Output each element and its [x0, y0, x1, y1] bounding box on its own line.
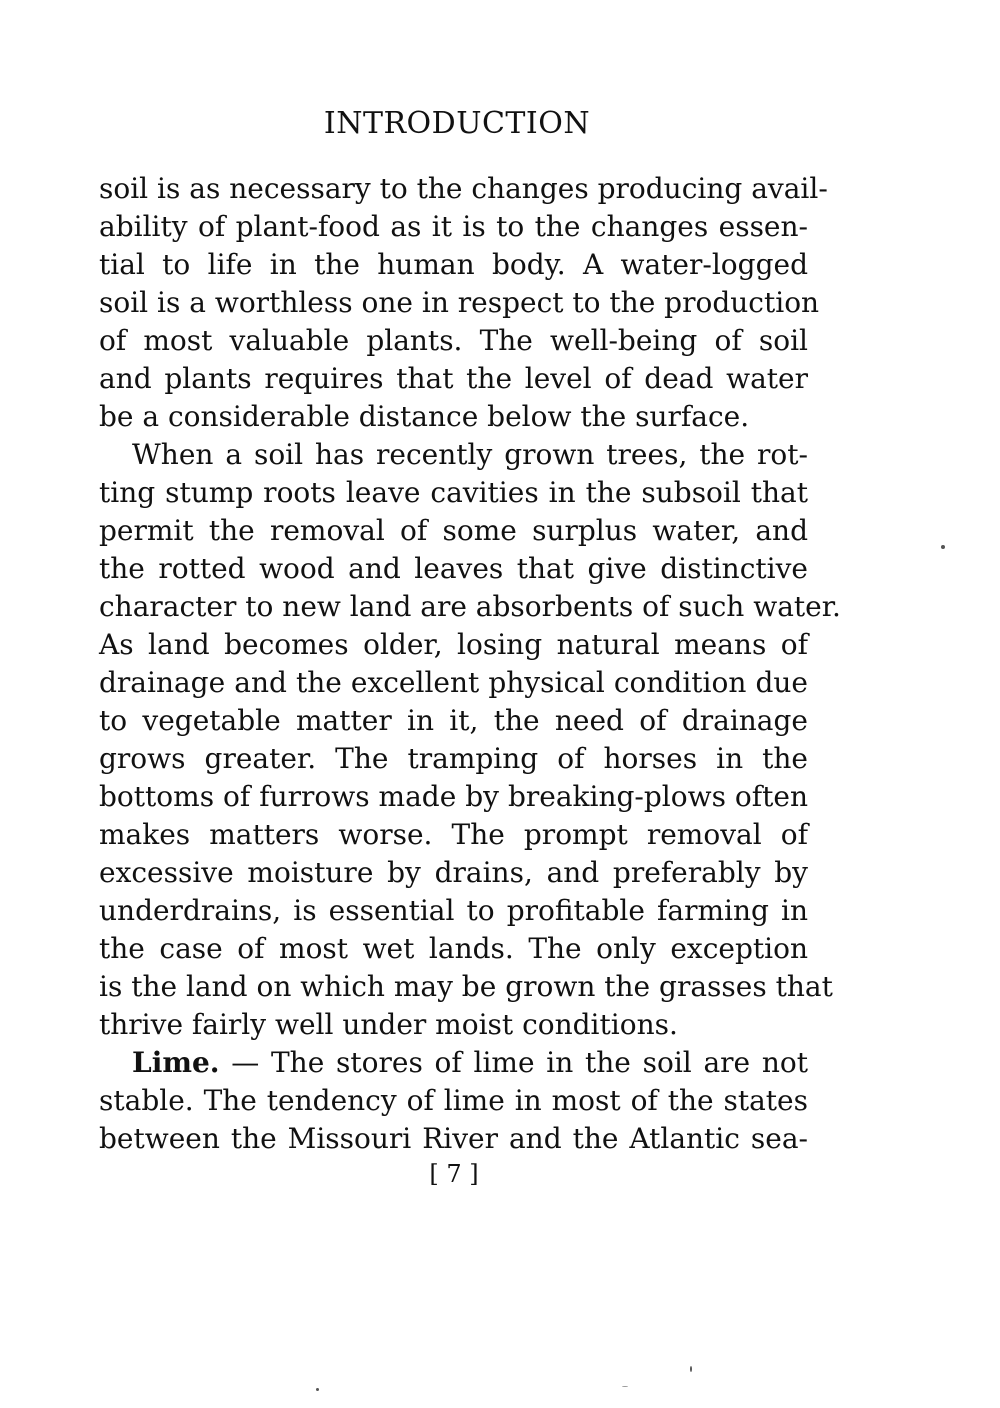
text-line: be a considerable distance below the surface.	[99, 400, 750, 433]
section-lead: Lime.	[132, 1046, 220, 1079]
scan-speck	[316, 1388, 319, 1391]
text-line: underdrains, is essential to profitable farming in	[99, 894, 808, 927]
scan-speck	[690, 1366, 692, 1372]
text-line: character to new land are absorbents of such water.	[99, 590, 841, 623]
text-line: is the land on which may be grown the grasses that	[99, 970, 833, 1003]
text-line: soil is as necessary to the changes producing avail-	[99, 172, 828, 205]
text-line: the case of most wet lands. The only exception	[99, 932, 808, 965]
text-line: bottoms of furrows made by breaking-plows often	[99, 780, 808, 813]
text-line: thrive fairly well under moist conditions.	[99, 1008, 678, 1041]
text-line: As land becomes older, losing natural means of	[99, 628, 808, 661]
running-head: INTRODUCTION	[323, 106, 591, 141]
text-span: — The stores of lime in the soil are not	[219, 1046, 808, 1079]
text-line: When a soil has recently grown trees, the rot-	[132, 438, 808, 471]
text-line: stable. The tendency of lime in most of the states	[99, 1084, 808, 1117]
scan-speck	[941, 545, 945, 549]
text-line: the rotted wood and leaves that give distinctive	[99, 552, 808, 585]
text-line: to vegetable matter in it, the need of drainage	[99, 704, 808, 737]
text-line: excessive moisture by drains, and preferably by	[99, 856, 808, 889]
text-line: ting stump roots leave cavities in the subsoil that	[99, 476, 808, 509]
text-line: soil is a worthless one in respect to the production	[99, 286, 820, 319]
text-line: permit the removal of some surplus water, and	[99, 514, 808, 547]
text-line: of most valuable plants. The well-being of soil	[99, 324, 808, 357]
scan-speck	[622, 1386, 628, 1387]
text-line	[132, 1044, 808, 1082]
text-line: grows greater. The tramping of horses in the	[99, 742, 808, 775]
text-line: and plants requires that the level of dead water	[99, 362, 808, 395]
text-line: between the Missouri River and the Atlantic sea-	[99, 1122, 808, 1155]
text-line: tial to life in the human body. A water-logged	[99, 248, 808, 281]
text-line: drainage and the excellent physical condition due	[99, 666, 808, 699]
page-number: [ 7 ]	[429, 1160, 479, 1188]
text-line: ability of plant-food as it is to the changes essen-	[99, 210, 808, 243]
text-line: makes matters worse. The prompt removal of	[99, 818, 808, 851]
